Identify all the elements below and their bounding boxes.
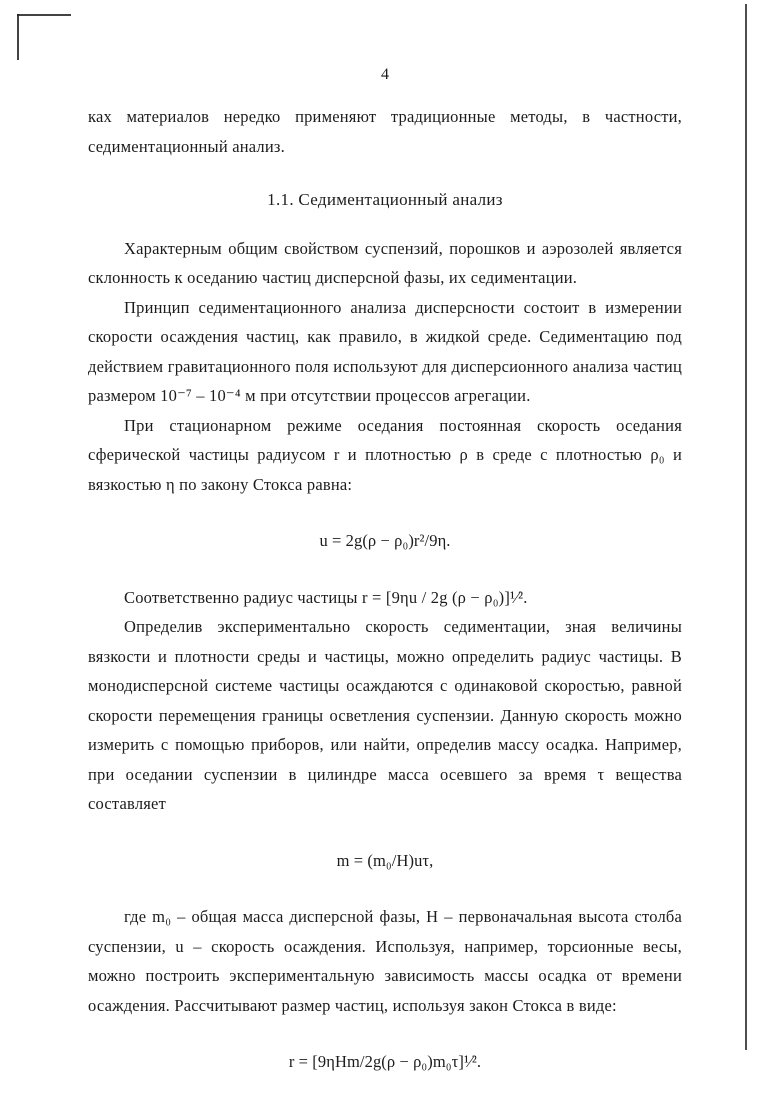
- formula-stokes-velocity: u = 2g(ρ − ρ₀)r²/9η.: [319, 531, 451, 550]
- paragraph-monodisperse: Определив экспериментально скорость седиментации, зная величины вязкости и плотности среды и частицы, можно определить радиус частицы. В монодисперсной системе частицы осаждаются с одинаковой скоростью, равной скорости перемещения границы осветления суспензии. Данную скорость можно измерить с помощью приборов, или найти, определив массу осадка. Например, при оседании суспензии в цилиндре масса осевшего за время τ вещества составляет: [88, 617, 682, 813]
- paragraph-suspensions: Характерным общим свойством суспензий, порошков и аэрозолей является склонность к оседанию частиц дисперсной фазы, их седиментации.: [88, 238, 682, 287]
- scan-artifact-left-edge: [17, 14, 19, 60]
- formula-sediment-mass: m = (m₀/H)uτ,: [336, 850, 434, 870]
- scan-artifact-top-edge: [17, 14, 71, 16]
- paragraph-principle: Принцип седиментационного анализа дисперсности состоит в измерении скорости осаждения частиц, как правило, в жидкой среде. Седиментацию под действием гравитационного поля используют для дисперсионного анализа частиц размером 10⁻⁷ – 10⁻⁴ м при отсутствии процессов агрегации.: [88, 297, 682, 405]
- paragraph-continuation: ках материалов нередко применяют традиционные методы, в частности, седиментационный анализ.: [88, 107, 682, 156]
- paragraph-torsion-scales: где m₀ – общая масса дисперсной фазы, H – первоначальная высота столба суспензии, u – скорость осаждения. Используя, например, торсионные весы, можно построить экспериментальную зависимость массы осадка от времени осаждения. Рассчитывают размер частиц, используя закон Стокса в виде:: [88, 907, 682, 1015]
- paragraph-stationary-mode: При стационарном режиме оседания постоянная скорость оседания сферической частицы радиусом r и плотностью ρ в среде с плотностью ρ₀ и вязкостью η по закону Стокса равна:: [88, 415, 682, 494]
- scan-artifact-right-edge: [745, 4, 747, 1050]
- section-heading: 1.1. Седиментационный анализ: [267, 190, 503, 209]
- paragraph-radius: Соответственно радиус частицы r = [9ηu / 2g (ρ − ρ₀)]¹⁄².: [124, 587, 528, 607]
- page-body: [88, 102, 682, 1104]
- formula-particle-radius: r = [9ηHm/2g(ρ − ρ₀)m₀τ]¹⁄².: [288, 1052, 482, 1071]
- page-number: 4: [381, 66, 389, 83]
